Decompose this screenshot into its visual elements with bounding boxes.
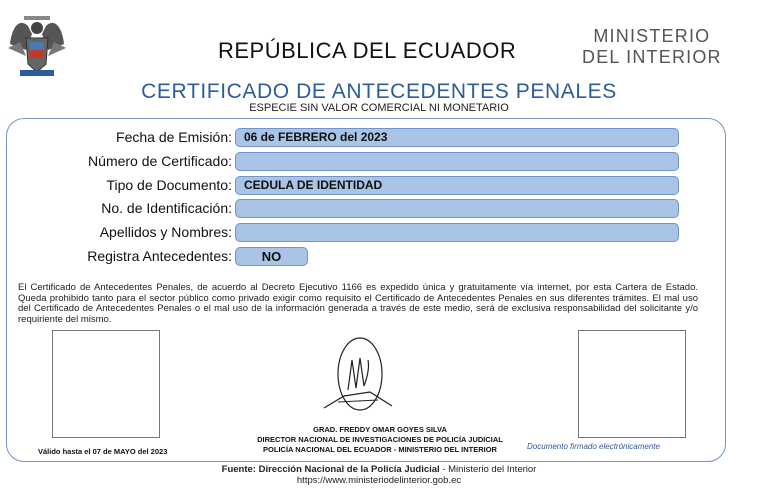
full-name-value — [235, 223, 679, 242]
signer-role-2: POLICÍA NACIONAL DEL ECUADOR - MINISTERIO DEL INTERIOR — [263, 445, 497, 454]
validity-date: Válido hasta el 07 de MAYO del 2023 — [38, 447, 168, 456]
country-name: REPÚBLICA DEL ECUADOR — [218, 38, 517, 63]
ministry-line-2: DEL INTERIOR — [582, 47, 722, 67]
criminal-record-label: Registra Antecedentes: — [87, 248, 232, 264]
issue-date-value: 06 de FEBRERO del 2023 — [235, 128, 679, 147]
footer-source — [0, 464, 758, 486]
id-number-label: No. de Identificación: — [101, 200, 232, 216]
document-type-label: Tipo de Documento: — [106, 177, 232, 193]
id-number-value — [235, 199, 679, 218]
document-type-value: CEDULA DE IDENTIDAD — [235, 176, 679, 195]
signer-role-1: DIRECTOR NACIONAL DE INVESTIGACIONES DE POLICÍA JUDICIAL — [257, 435, 503, 444]
ministry-logo-text — [582, 26, 722, 68]
certificate-number-label: Número de Certificado: — [88, 153, 232, 169]
full-name-label: Apellidos y Nombres: — [99, 224, 232, 240]
issue-date-label: Fecha de Emisión: — [116, 129, 232, 145]
certificate-number-value — [235, 152, 679, 171]
criminal-record-value: NO — [235, 247, 308, 266]
electronic-signature-note: Documento firmado electrónicamente — [527, 442, 660, 451]
photo-box-right — [578, 330, 686, 438]
footer-source-rest: - Ministerio del Interior — [439, 464, 537, 475]
footer-source-bold: Fuente: Dirección Nacional de la Policía Judicial — [221, 464, 440, 475]
ministry-line-1: MINISTERIO — [593, 26, 711, 46]
police-crest-icon — [6, 14, 68, 80]
signer-name: GRAD. FREDDY OMAR GOYES SILVA — [313, 425, 447, 434]
footer-url[interactable]: https://www.ministeriodelinterior.gob.ec — [296, 475, 462, 486]
certificate-subtitle: ESPECIE SIN VALOR COMERCIAL NI MONETARIO — [249, 102, 509, 114]
certificate-title: CERTIFICADO DE ANTECEDENTES PENALES — [141, 80, 617, 103]
photo-box-left — [52, 330, 160, 438]
legal-disclaimer: El Certificado de Antecedentes Penales, de acuerdo al Decreto Ejecutivo 1166 es expedido única y gratuitamente vía internet, por esta Cartera de Estado. Queda prohibido tanto para el sector público como privado exigir como requisito el Certificado de Antecedentes Penales en sus diferentes trámites. El mal uso del Certificado de Antecedentes Penales o el mal uso de la información generada a través de este medio, será de exclusiva responsabilidad del solicitante y/o requiriente del mismo. — [18, 282, 698, 325]
signature-icon — [318, 330, 398, 420]
